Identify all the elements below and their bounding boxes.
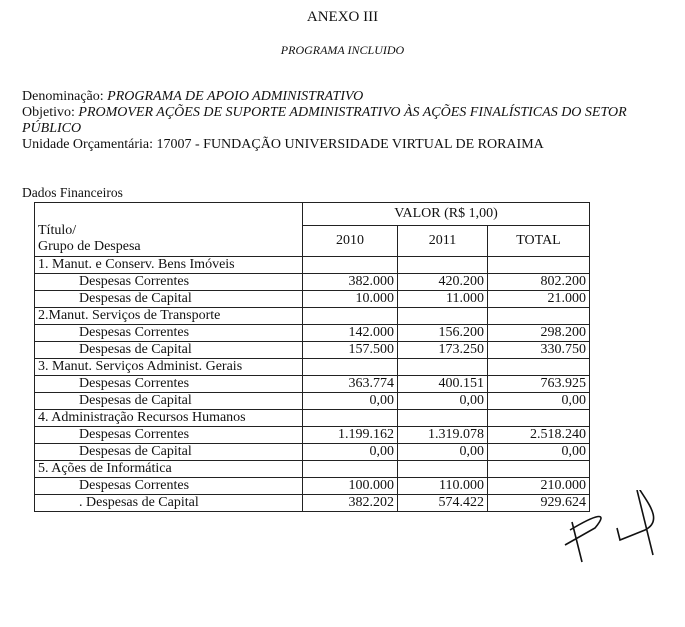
value-total: 21.000	[488, 291, 590, 308]
table-row	[35, 291, 590, 308]
row-label: Despesas de Capital	[35, 291, 303, 308]
empty-cell	[488, 359, 590, 376]
group-name: 4. Administração Recursos Humanos	[35, 410, 303, 427]
header-valor: VALOR (R$ 1,00)	[303, 203, 590, 226]
table-row	[35, 393, 590, 410]
header-titulo	[35, 203, 303, 257]
table-row	[35, 427, 590, 444]
group-row	[35, 359, 590, 376]
value-2011: 420.200	[398, 274, 488, 291]
value-2010: 0,00	[303, 393, 398, 410]
value-2010: 0,00	[303, 444, 398, 461]
empty-cell	[398, 257, 488, 274]
row-label: Despesas de Capital	[35, 342, 303, 359]
value-total: 763.925	[488, 376, 590, 393]
objetivo-label: Objetivo:	[22, 105, 75, 120]
value-2010: 1.199.162	[303, 427, 398, 444]
empty-cell	[398, 461, 488, 478]
denominacao	[22, 89, 363, 105]
empty-cell	[488, 257, 590, 274]
unidade-orcamentaria: Unidade Orçamentária: 17007 - FUNDAÇÃO UNIVERSIDADE VIRTUAL DE RORAIMA	[22, 137, 544, 152]
objetivo	[22, 105, 627, 121]
value-total: 802.200	[488, 274, 590, 291]
table-row	[35, 376, 590, 393]
group-name: 2.Manut. Serviços de Transporte	[35, 308, 303, 325]
header-titulo-line2: Grupo de Despesa	[38, 239, 141, 254]
value-2010: 382.202	[303, 495, 398, 512]
objetivo-value: PROMOVER AÇÕES DE SUPORTE ADMINISTRATIVO ÀS AÇÕES FINALÍSTICAS DO SETOR	[78, 105, 627, 120]
row-label: Despesas Correntes	[35, 478, 303, 495]
row-label: Despesas de Capital	[35, 444, 303, 461]
group-name: 3. Manut. Serviços Administ. Gerais	[35, 359, 303, 376]
table-row	[35, 495, 590, 512]
empty-cell	[398, 410, 488, 427]
value-2010: 142.000	[303, 325, 398, 342]
row-label: Despesas de Capital	[35, 393, 303, 410]
empty-cell	[398, 308, 488, 325]
header-2011: 2011	[398, 226, 488, 257]
table-row	[35, 274, 590, 291]
group-row	[35, 257, 590, 274]
group-row	[35, 308, 590, 325]
group-name: 1. Manut. e Conserv. Bens Imóveis	[35, 257, 303, 274]
page-subtitle: PROGRAMA INCLUIDO	[280, 43, 405, 57]
row-label: Despesas Correntes	[35, 427, 303, 444]
value-2011: 400.151	[398, 376, 488, 393]
page-title: ANEXO III	[306, 9, 379, 25]
value-2011: 0,00	[398, 393, 488, 410]
signature-icon	[555, 490, 675, 580]
denominacao-label: Denominação:	[22, 89, 104, 104]
group-row	[35, 461, 590, 478]
empty-cell	[488, 461, 590, 478]
empty-cell	[398, 359, 488, 376]
value-total: 330.750	[488, 342, 590, 359]
table-row	[35, 325, 590, 342]
header-total: TOTAL	[488, 226, 590, 257]
empty-cell	[303, 308, 398, 325]
value-total: 929.624	[488, 495, 590, 512]
table-row	[35, 444, 590, 461]
value-2010: 157.500	[303, 342, 398, 359]
empty-cell	[303, 257, 398, 274]
value-2011: 156.200	[398, 325, 488, 342]
empty-cell	[488, 410, 590, 427]
value-total: 210.000	[488, 478, 590, 495]
empty-cell	[303, 461, 398, 478]
row-label: Despesas Correntes	[35, 376, 303, 393]
value-2011: 0,00	[398, 444, 488, 461]
empty-cell	[303, 359, 398, 376]
table-row	[35, 478, 590, 495]
value-total: 298.200	[488, 325, 590, 342]
denominacao-value: PROGRAMA DE APOIO ADMINISTRATIVO	[107, 89, 364, 104]
table-row	[35, 342, 590, 359]
header-titulo-line1: Título/	[38, 223, 77, 238]
value-2011: 173.250	[398, 342, 488, 359]
group-row	[35, 410, 590, 427]
header-2010: 2010	[303, 226, 398, 257]
value-2011: 574.422	[398, 495, 488, 512]
row-label: Despesas Correntes	[35, 274, 303, 291]
objetivo-continued	[22, 121, 81, 137]
empty-cell	[488, 308, 590, 325]
value-2010: 382.000	[303, 274, 398, 291]
value-total: 0,00	[488, 444, 590, 461]
row-label: Despesas Correntes	[35, 325, 303, 342]
value-2011: 1.319.078	[398, 427, 488, 444]
value-total: 2.518.240	[488, 427, 590, 444]
section-label: Dados Financeiros	[22, 185, 123, 200]
financial-table	[34, 202, 590, 512]
empty-cell	[303, 410, 398, 427]
value-2010: 100.000	[303, 478, 398, 495]
value-total: 0,00	[488, 393, 590, 410]
value-2010: 363.774	[303, 376, 398, 393]
value-2011: 110.000	[398, 478, 488, 495]
objetivo-value-line2: PÚBLICO	[22, 121, 82, 136]
group-name: 5. Ações de Informática	[35, 461, 303, 478]
value-2010: 10.000	[303, 291, 398, 308]
row-label: . Despesas de Capital	[35, 495, 303, 512]
value-2011: 11.000	[398, 291, 488, 308]
